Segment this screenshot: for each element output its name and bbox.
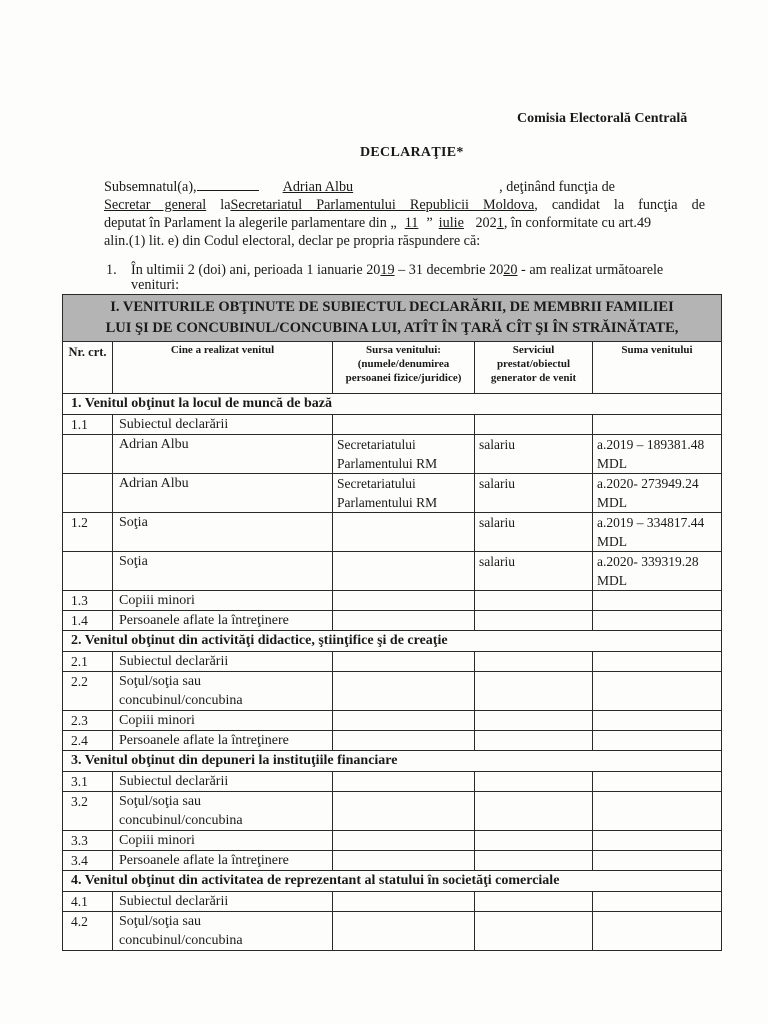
cell-amount xyxy=(593,731,722,751)
intro-text: ” xyxy=(426,215,433,231)
cell-who: Soţul/soţia sau concubinul/concubina xyxy=(113,672,333,711)
intro-line-4: alin.(1) lit. e) din Codul electoral, declar pe propria răspundere că: xyxy=(104,233,481,249)
intro-line-1 xyxy=(104,178,705,196)
section-title: 1. Venitul obţinut la locul de muncă de bază xyxy=(63,394,722,415)
cell-service xyxy=(475,792,593,831)
cell-amount xyxy=(593,711,722,731)
declarant-position: Secretar general xyxy=(104,197,207,213)
item1-text: – 31 decembrie 20 xyxy=(394,262,504,278)
column-header-row xyxy=(63,342,722,394)
cell-who: Soţul/soţia sau concubinul/concubina xyxy=(113,912,333,951)
intro-text: , candidat la funcţia de xyxy=(534,197,705,213)
cell-amount xyxy=(593,611,722,631)
table-row xyxy=(63,415,722,435)
cell-amount xyxy=(593,652,722,672)
cell-amount xyxy=(593,415,722,435)
table-row xyxy=(63,792,722,831)
organization-name: Comisia Electorală Centrală xyxy=(517,111,688,126)
cell-source xyxy=(333,513,475,552)
cell-amount xyxy=(593,912,722,951)
intro-line-2 xyxy=(104,196,705,214)
cell-who: Subiectul declarării xyxy=(113,415,333,435)
col-header-who: Cine a realizat venitul xyxy=(113,342,333,394)
intro-text: deputat în Parlament la alegerile parlamentare din „ xyxy=(104,215,397,231)
cell-service xyxy=(475,772,593,792)
item1-text: - am realizat următoarele xyxy=(517,262,664,278)
cell-nr: 2.3 xyxy=(63,711,113,731)
table-row xyxy=(63,912,722,951)
cell-nr: 4.2 xyxy=(63,912,113,951)
cell-nr: 2.1 xyxy=(63,652,113,672)
cell-amount xyxy=(593,892,722,912)
cell-amount xyxy=(593,672,722,711)
cell-who: Subiectul declarării xyxy=(113,772,333,792)
election-day-text: 11 xyxy=(404,215,419,231)
table-band xyxy=(63,295,722,342)
table-row xyxy=(63,591,722,611)
cell-service xyxy=(475,831,593,851)
cell-nr: 3.2 xyxy=(63,792,113,831)
cell-nr: 2.4 xyxy=(63,731,113,751)
table-band-row xyxy=(63,295,722,342)
cell-source xyxy=(333,591,475,611)
cell-source xyxy=(333,611,475,631)
cell-nr: 1.3 xyxy=(63,591,113,611)
table-row xyxy=(63,772,722,792)
cell-amount: a.2019 – 189381.48 MDL xyxy=(593,435,722,474)
table-band-line-2: LUI ŞI DE CONCUBINUL/CONCUBINA LUI, ATÎT ÎN ŢARĂ CÎT ŞI ÎN STRĂINĂTATE, xyxy=(105,320,679,336)
cell-who: Copiii minori xyxy=(113,831,333,851)
cell-who: Copiii minori xyxy=(113,711,333,731)
election-day xyxy=(397,215,427,231)
cell-source xyxy=(333,415,475,435)
cell-service xyxy=(475,672,593,711)
col-header-service: Serviciul prestat/obiectul generator de venit xyxy=(475,342,593,394)
cell-service xyxy=(475,611,593,631)
cell-who: Subiectul declarării xyxy=(113,652,333,672)
cell-amount xyxy=(593,591,722,611)
table-band-line-1: I. VENITURILE OBŢINUTE DE SUBIECTUL DECLARĂRII, DE MEMBRII FAMILIEI xyxy=(110,299,674,315)
cell-source xyxy=(333,552,475,591)
cell-service xyxy=(475,731,593,751)
cell-source xyxy=(333,652,475,672)
cell-service xyxy=(475,415,593,435)
table-row xyxy=(63,711,722,731)
blank-line xyxy=(197,178,259,191)
cell-service: salariu xyxy=(475,435,593,474)
cell-who: Soţul/soţia sau concubinul/concubina xyxy=(113,792,333,831)
cell-who: Persoanele aflate la întreţinere xyxy=(113,611,333,631)
cell-who: Adrian Albu xyxy=(113,474,333,513)
table-row xyxy=(63,892,722,912)
cell-service xyxy=(475,851,593,871)
cell-nr: 3.3 xyxy=(63,831,113,851)
cell-service: salariu xyxy=(475,513,593,552)
cell-source xyxy=(333,731,475,751)
cell-source xyxy=(333,792,475,831)
cell-service: salariu xyxy=(475,474,593,513)
table-row xyxy=(63,552,722,591)
cell-who: Soţia xyxy=(113,513,333,552)
cell-service xyxy=(475,892,593,912)
cell-service xyxy=(475,912,593,951)
section-row xyxy=(63,871,722,892)
cell-who: Soţia xyxy=(113,552,333,591)
cell-service: salariu xyxy=(475,552,593,591)
cell-nr xyxy=(63,435,113,474)
cell-nr: 2.2 xyxy=(63,672,113,711)
cell-source: Secretariatului Parlamentului RM xyxy=(333,435,475,474)
section-title: 4. Venitul obţinut din activitatea de reprezentant al statului în societăţi comerciale xyxy=(63,871,722,892)
cell-source: Secretariatului Parlamentului RM xyxy=(333,474,475,513)
intro-text: la xyxy=(220,197,231,213)
item1-text: În ultimii 2 (doi) ani, perioada 1 ianuarie 20 xyxy=(131,262,381,278)
period-end-year: 20 xyxy=(503,262,518,278)
election-month xyxy=(433,215,472,231)
col-header-amount: Suma venitului xyxy=(593,342,722,394)
cell-source xyxy=(333,672,475,711)
election-year-prefix: 202 xyxy=(475,215,497,231)
table-row xyxy=(63,831,722,851)
table-row xyxy=(63,474,722,513)
cell-who: Persoanele aflate la întreţinere xyxy=(113,731,333,751)
cell-nr: 1.2 xyxy=(63,513,113,552)
cell-source xyxy=(333,892,475,912)
section-row xyxy=(63,751,722,772)
cell-nr: 1.1 xyxy=(63,415,113,435)
cell-service xyxy=(475,652,593,672)
cell-amount xyxy=(593,831,722,851)
item1-line-2: venituri: xyxy=(131,277,180,293)
table-row xyxy=(63,652,722,672)
section-row xyxy=(63,394,722,415)
cell-source xyxy=(333,851,475,871)
cell-who: Copiii minori xyxy=(113,591,333,611)
cell-who: Adrian Albu xyxy=(113,435,333,474)
col-header-nr: Nr. crt. xyxy=(63,342,113,394)
cell-service xyxy=(475,711,593,731)
table-row xyxy=(63,672,722,711)
table-row xyxy=(63,435,722,474)
cell-nr: 3.1 xyxy=(63,772,113,792)
election-year-suffix: 1 xyxy=(496,215,504,231)
table-row xyxy=(63,851,722,871)
item1-line-1 xyxy=(131,262,663,279)
intro-line-3 xyxy=(104,214,705,232)
cell-amount: a.2020- 339319.28 MDL xyxy=(593,552,722,591)
cell-nr xyxy=(63,552,113,591)
election-month-text: iulie xyxy=(438,215,464,231)
table-row xyxy=(63,611,722,631)
cell-nr xyxy=(63,474,113,513)
table-row xyxy=(63,731,722,751)
cell-nr: 4.1 xyxy=(63,892,113,912)
declaration-title: DECLARAŢIE* xyxy=(360,145,464,160)
cell-amount xyxy=(593,792,722,831)
cell-nr: 1.4 xyxy=(63,611,113,631)
intro-text: Subsemnatul(a), xyxy=(104,179,197,195)
intro-text: , deţinând funcţia de xyxy=(499,179,615,195)
cell-amount: a.2019 – 334817.44 MDL xyxy=(593,513,722,552)
cell-amount: a.2020- 273949.24 MDL xyxy=(593,474,722,513)
cell-who: Subiectul declarării xyxy=(113,892,333,912)
declarant-institution: Secretariatul Parlamentului Republicii Moldova xyxy=(230,197,535,213)
cell-nr: 3.4 xyxy=(63,851,113,871)
cell-amount xyxy=(593,772,722,792)
declarant-name xyxy=(259,179,494,195)
income-table-body xyxy=(63,295,722,951)
cell-service xyxy=(475,591,593,611)
cell-source xyxy=(333,772,475,792)
table-row xyxy=(63,513,722,552)
cell-source xyxy=(333,831,475,851)
income-table xyxy=(62,294,722,951)
cell-who: Persoanele aflate la întreţinere xyxy=(113,851,333,871)
cell-source xyxy=(333,711,475,731)
section-title: 2. Venitul obţinut din activităţi didactice, ştiinţifice şi de creaţie xyxy=(63,631,722,652)
section-row xyxy=(63,631,722,652)
cell-source xyxy=(333,912,475,951)
declarant-name-text: Adrian Albu xyxy=(282,179,354,195)
col-header-source: Sursa venitului: (numele/denumirea persoanei fizice/juridice) xyxy=(333,342,475,394)
item-number: 1. xyxy=(106,262,117,278)
period-start-year: 19 xyxy=(380,262,395,278)
cell-amount xyxy=(593,851,722,871)
intro-text: , în conformitate cu art.49 xyxy=(503,215,652,231)
section-title: 3. Venitul obţinut din depuneri la instituţiile financiare xyxy=(63,751,722,772)
